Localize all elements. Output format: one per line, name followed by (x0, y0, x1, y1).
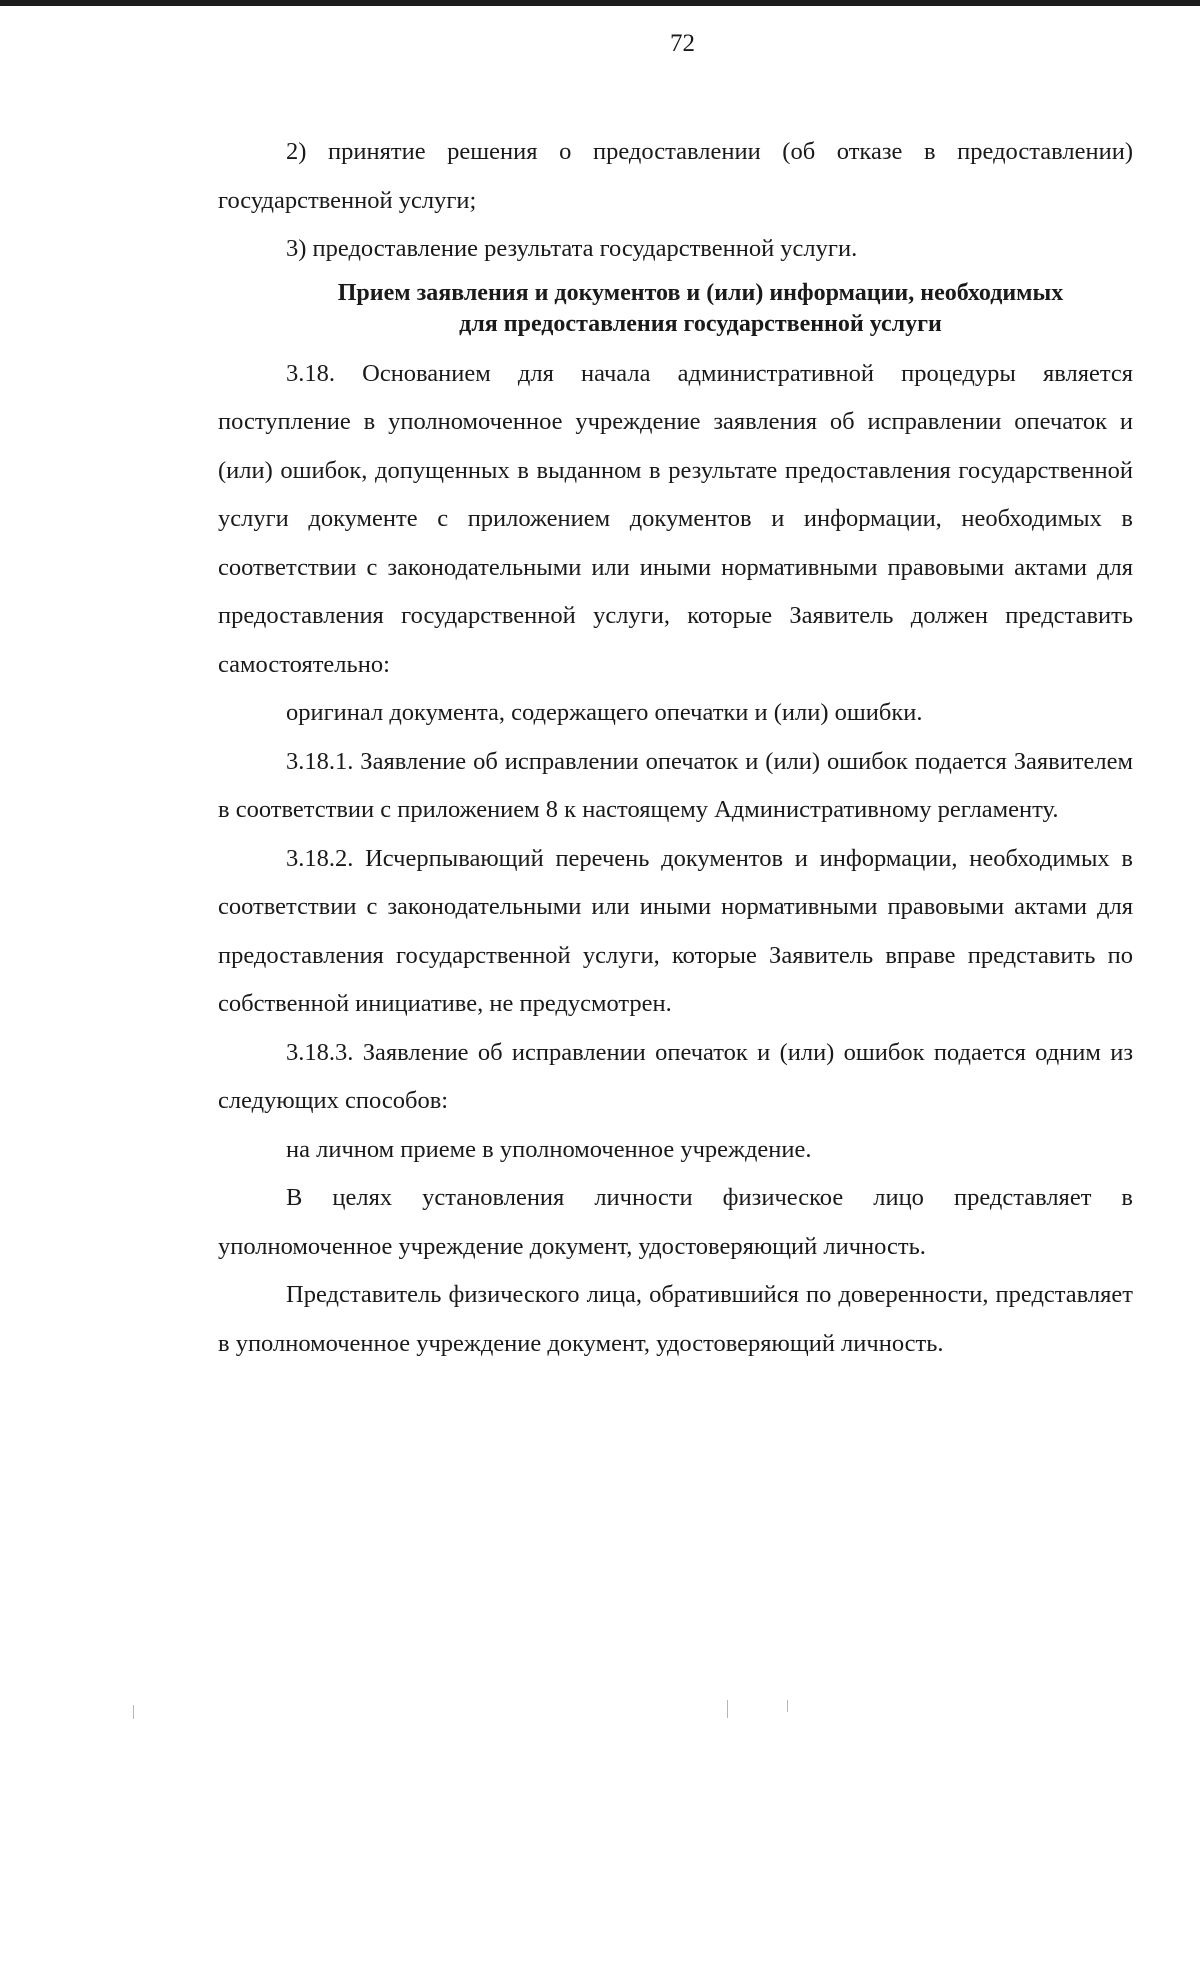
scan-speck (787, 1700, 788, 1712)
list-item-3: 3) предоставление результата государственной услуги. (286, 235, 858, 262)
section-heading (218, 278, 1133, 340)
paragraph-3-18-3: 3.18.3. Заявление об исправлении опечаток и (или) ошибок подается одним из следующих способов: (218, 1038, 1133, 1114)
paragraph-original-document: оригинал документа, содержащего опечатки и (или) ошибки. (286, 699, 923, 726)
section-heading-line-2: для предоставления государственной услуги (459, 310, 942, 337)
paragraph-3-18-2: 3.18.2. Исчерпывающий перечень документов и информации, необходимых в соответствии с законодательными или иными нормативными правовыми актами для предоставления государственной услуги, которые Заявитель вправе представить по собственной инициативе, не предусмотрен. (218, 844, 1133, 1017)
scan-speck (133, 1705, 134, 1719)
paragraph-identity-individual: В целях установления личности физическое лицо представляет в уполномоченное учреждение документ, удостоверяющий личность. (218, 1184, 1133, 1260)
section-heading-line-1: Прием заявления и документов и (или) информации, необходимых (337, 279, 1064, 306)
paragraph-identity-representative: Представитель физического лица, обратившийся по доверенности, представляет в уполномоченное учреждение документ, удостоверяющий личность. (218, 1281, 1133, 1357)
page-number: 72 (670, 30, 695, 57)
paragraph-3-18-1: 3.18.1. Заявление об исправлении опечаток и (или) ошибок подается Заявителем в соответствии с приложением 8 к настоящему Административному регламенту. (218, 747, 1133, 823)
paragraph-3-18: 3.18. Основанием для начала административной процедуры является поступление в уполномоченное учреждение заявления об исправлении опечаток и (или) ошибок, допущенных в выданном в результате предоставления государственной услуги документе с приложением документов и информации, необходимых в соответствии с законодательными или иными нормативными правовыми актами для предоставления государственной услуги, которые Заявитель должен представить самостоятельно: (218, 359, 1133, 678)
scan-top-edge (0, 0, 1200, 6)
document-body (218, 128, 1133, 1368)
scan-speck (727, 1700, 728, 1718)
list-item-2: 2) принятие решения о предоставлении (об отказе в предоставлении) государственной услуги; (218, 138, 1133, 214)
paragraph-personal-reception: на личном приеме в уполномоченное учреждение. (286, 1135, 812, 1163)
